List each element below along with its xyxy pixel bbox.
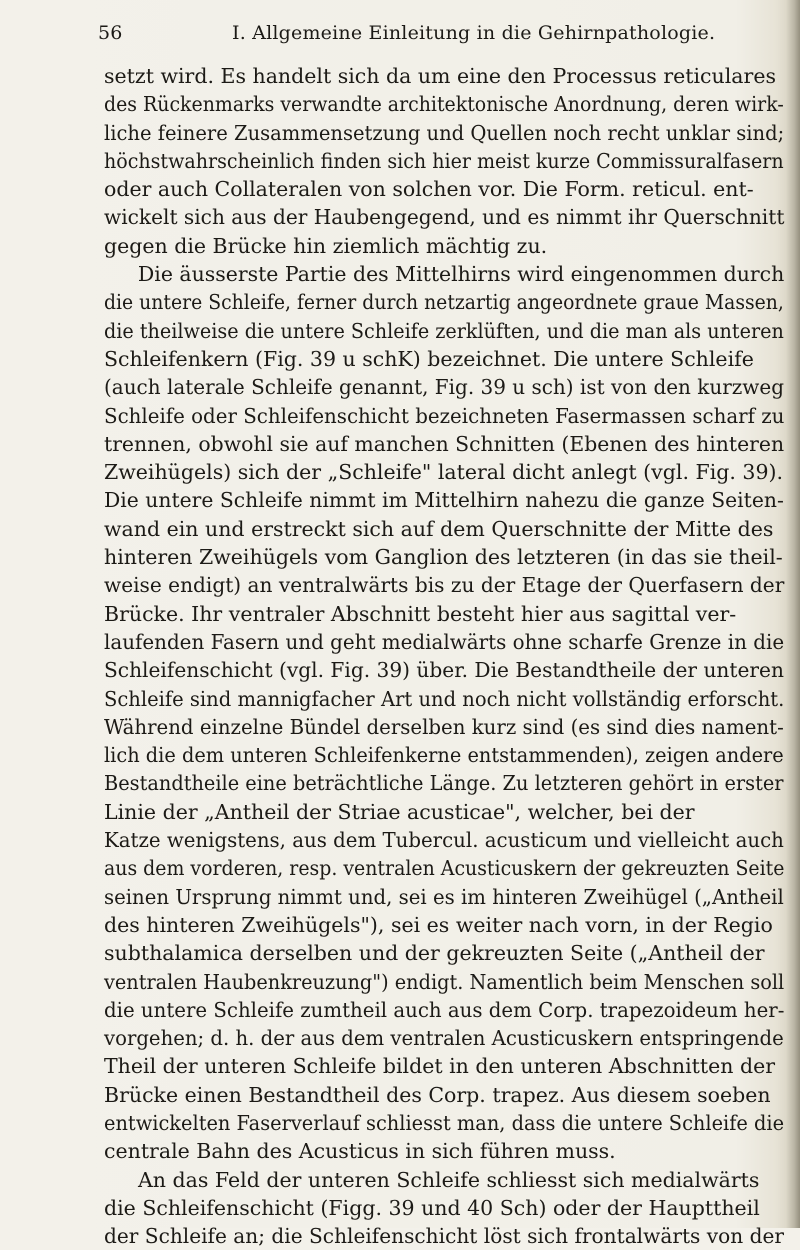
text-line: Während einzelne Bündel derselben kurz sind (es sind dies nament- [104,714,784,739]
text-line: entwickelten Faserverlauf schliesst man, dass die untere Schleife die [104,1110,785,1135]
text-line: Bestandtheile eine beträchtliche Länge. Zu letzteren gehört in erster [104,771,784,796]
text-line: Schleifenkern (Fig. 39 u schK) bezeichnet. Die untere Schleife [104,346,754,371]
text-line: Die äusserste Partie des Mittelhirns wird eingenommen durch [137,262,785,287]
text-line: des Rückenmarks verwandte architektonische Anordnung, deren wirk- [104,92,784,117]
text-line: liche feinere Zusammensetzung und Quellen noch recht unklar sind; [104,120,785,145]
text-line: gegen die Brücke hin ziemlich mächtig zu. [104,233,548,258]
text-line: Theil der unteren Schleife bildet in den unteren Abschnitten der [104,1054,776,1079]
text-line: lich die dem unteren Schleifenkerne entstammenden), zeigen andere [104,743,784,768]
text-line: Katze wenigstens, aus dem Tubercul. acusticum und vielleicht auch [104,828,784,853]
text-line: laufenden Fasern und geht medialwärts ohne scharfe Grenze in die [104,629,785,654]
text-line: Linie der „Antheil der Striae acusticae", welcher, bei der [104,799,695,824]
text-line: subthalamica derselben und der gekreuzten Seite („Antheil der [104,941,765,966]
text-line: Brücke einen Bestandtheil des Corp. trapez. Aus diesem soeben [104,1082,771,1107]
running-head: I. Allgemeine Einleitung in die Gehirnpathologie. [232,22,716,44]
page-edge-shadow [786,0,800,1228]
text-line: die Schleifenschicht (Figg. 39 und 40 Sch) oder der Haupttheil [104,1195,760,1220]
text-line: höchstwahrscheinlich finden sich hier meist kurze Commissuralfasern [104,148,784,173]
text-line: wand ein und erstreckt sich auf dem Querschnitte der Mitte des [104,516,774,541]
text-line: centrale Bahn des Acusticus in sich führen muss. [104,1139,616,1164]
text-line: Zweihügels) sich der „Schleife" lateral dicht anlegt (vgl. Fig. 39). [104,460,784,485]
text-line: hinteren Zweihügels vom Ganglion des letzteren (in das sie theil- [104,545,783,570]
text-line: des hinteren Zweihügels"), sei es weiter nach vorn, in der Regio [104,912,773,937]
text-line: seinen Ursprung nimmt und, sei es im hinteren Zweihügel („Antheil [104,884,784,909]
text-line: vorgehen; d. h. der aus dem ventralen Acusticuskern entspringende [104,1026,784,1051]
text-line: (auch laterale Schleife genannt, Fig. 39 u sch) ist von den kurzweg [104,375,785,400]
text-line: weise endigt) an ventralwärts bis zu der Etage der Querfasern der [104,573,785,598]
body-text [104,62,784,1250]
text-line: die untere Schleife zumtheil auch aus dem Corp. trapezoideum her- [104,997,785,1022]
page-number: 56 [98,22,123,44]
text-line: trennen, obwohl sie auf manchen Schnitten (Ebenen des hinteren [104,431,785,456]
text-line: Die untere Schleife nimmt im Mittelhirn nahezu die ganze Seiten- [104,488,784,513]
text-line: setzt wird. Es handelt sich da um eine den Processus reticulares [104,64,776,88]
text-line: aus dem vorderen, resp. ventralen Acusticuskern der gekreuzten Seite [104,856,785,881]
text-line: wickelt sich aus der Haubengegend, und es nimmt ihr Querschnitt [104,205,785,230]
text-line: der Schleife an; die Schleifenschicht löst sich frontalwärts von der [104,1224,784,1249]
text-line: Brücke. Ihr ventraler Abschnitt besteht hier aus sagittal ver- [104,601,737,626]
text-line: die theilweise die untere Schleife zerklüften, und die man als unteren [104,318,784,343]
text-line: oder auch Collateralen von solchen vor. Die Form. reticul. ent- [104,177,754,202]
text-line: Schleife oder Schleifenschicht bezeichneten Fasermassen scharf zu [104,403,785,428]
text-line: Schleifenschicht (vgl. Fig. 39) über. Die Bestandtheile der unteren [104,658,784,683]
text-line: die untere Schleife, ferner durch netzartig angeordnete graue Massen, [104,290,784,315]
text-line: Schleife sind mannigfacher Art und noch nicht vollständig erforscht. [104,686,785,711]
page-header [98,22,738,52]
text-line: An das Feld der unteren Schleife schliesst sich medialwärts [138,1167,760,1192]
text-line: ventralen Haubenkreuzung") endigt. Namentlich beim Menschen soll [104,969,785,994]
